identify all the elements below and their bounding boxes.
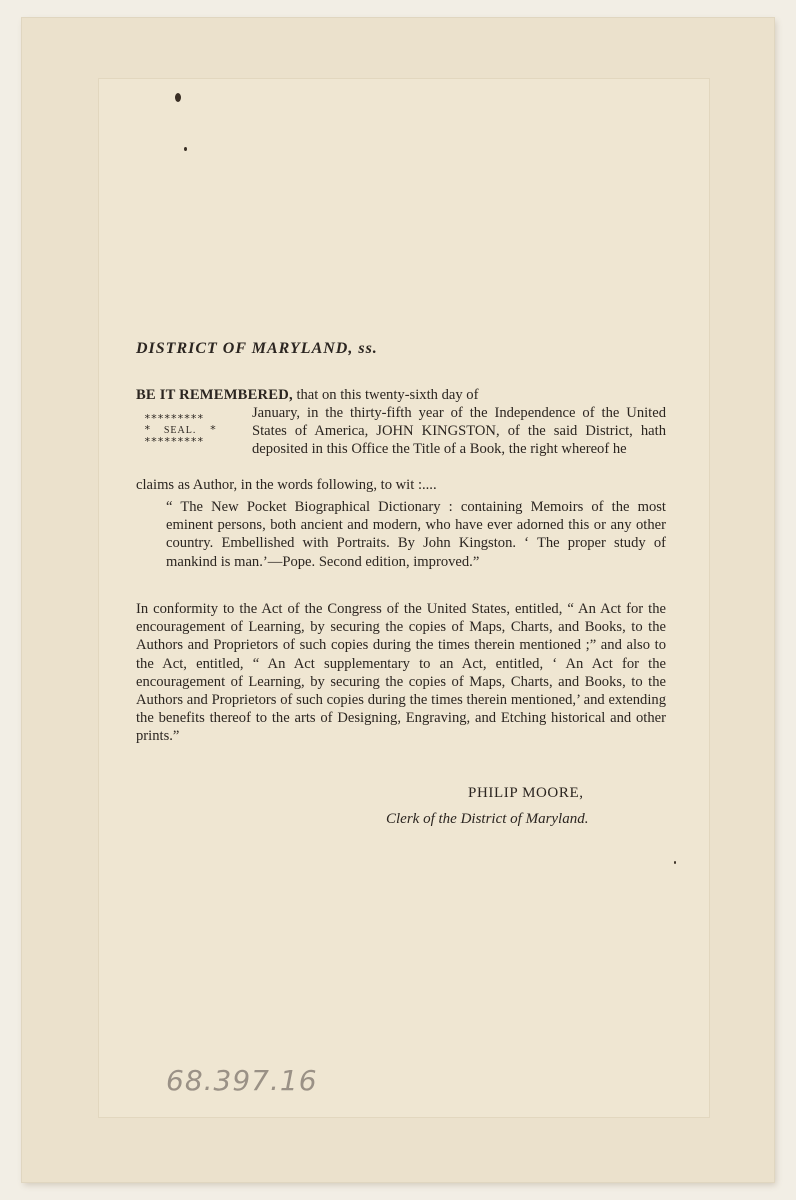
remembrance-line-rest: that on this twenty-sixth day of [292, 387, 479, 403]
remembrance-first-line [136, 386, 666, 404]
book-title-paragraph: “ The New Pocket Biographical Dictionary : containing Memoirs of the most eminent persons, both ancient and modern, who have ever adorned this or any other country. Embellished with Portraits. By John Kingston. ‘ The proper study of mankind is man.’—Pope. Second edition, improved.” [166, 499, 666, 570]
signature-title: Clerk of the District of Maryland. [386, 811, 589, 827]
ink-speck [184, 147, 187, 151]
seal-top-border: ********* [144, 412, 204, 425]
district-heading: DISTRICT OF MARYLAND, ss. [136, 340, 378, 357]
remembrance-last-line: claims as Author, in the words following, to wit :.... [136, 477, 437, 493]
accession-number: 68.397.16 [166, 1064, 318, 1097]
conformity-paragraph: In conformity to the Act of the Congress of the United States, entitled, “ An Act for the encouragement of Learning, by securing the copies of Maps, Charts, and Books, to the Authors and Proprietors of such copies during the times therein mentioned ;” and also to the Act, entitled, “ An Act supplementary to an Act, entitled, ‘ An Act for the encouragement of Learning, by securing the copies of Maps, Charts, and Books, to the Authors and Proprietors of such copies during the times therein mentioned,’ and extending the benefits thereof to the arts of Designing, Engraving, and Etching historical and other prints.” [136, 601, 666, 745]
seal-middle-row: * SEAL. * [144, 423, 217, 436]
ink-speck [674, 861, 676, 864]
document-sheet [98, 78, 710, 1118]
seal-label: SEAL. [163, 425, 197, 436]
signature-name: PHILIP MOORE, [468, 785, 584, 801]
ink-speck [175, 93, 181, 102]
remembrance-wrapped-text: January, in the thirty-fifth year of the Independence of the United States of America, JOHN KINGSTON, of the said District, hath deposited in this Office the Title of a Book, the right whereof he [252, 405, 666, 458]
remembrance-lead: BE IT REMEMBERED, [136, 387, 293, 403]
seal-bottom-border: ********* [144, 435, 204, 448]
seal-stamp [144, 413, 236, 463]
